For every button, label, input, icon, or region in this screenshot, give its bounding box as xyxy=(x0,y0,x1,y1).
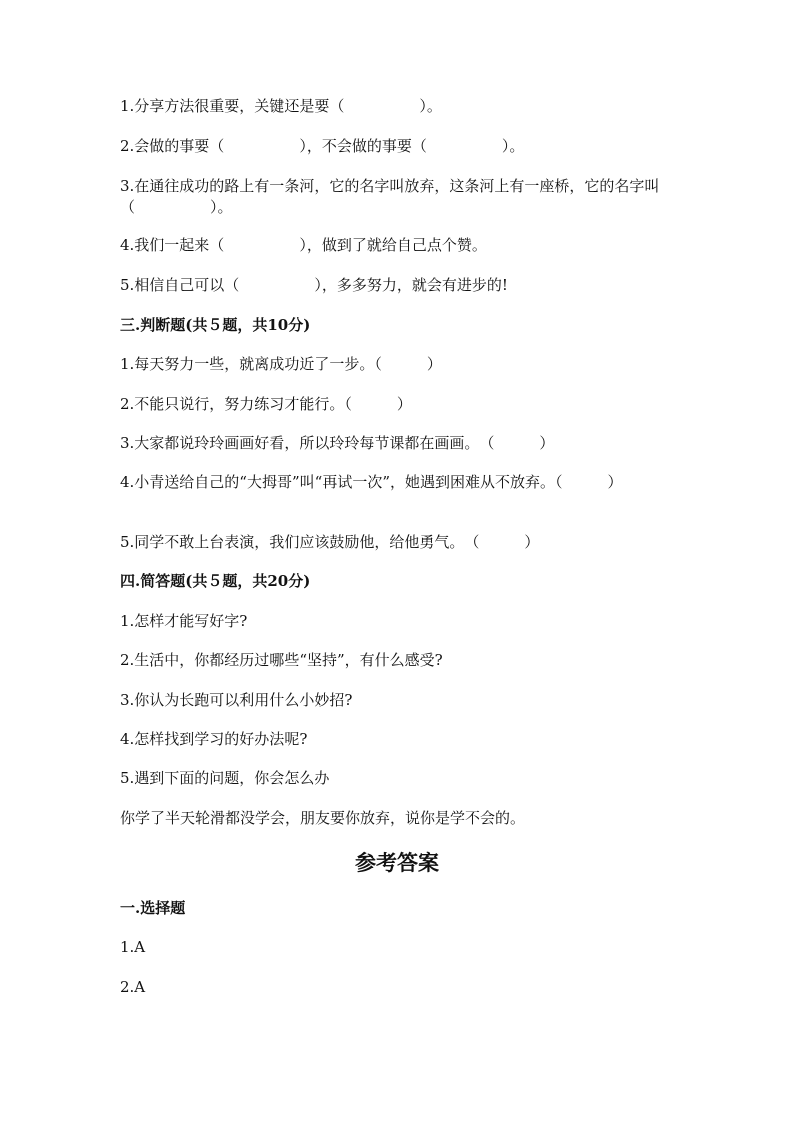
fill-blank-question-5: 5.相信自己可以（ ），多多努力，就会有进步的! xyxy=(120,276,508,294)
judge-question-5: 5.同学不敢上台表演，我们应该鼓励他，给他勇气。 （ ） xyxy=(120,533,540,551)
answer-key-title: 参考答案 xyxy=(355,850,439,875)
judge-question-2: 2.不能只说行，努力练习才能行。（ ） xyxy=(120,395,412,413)
fill-blank-question-2: 2.会做的事要（ ），不会做的事要（ ）。 xyxy=(120,137,525,155)
answer-item-2: 2.A xyxy=(120,978,146,996)
judge-section-heading: 三.判断题(共５题，共10分) xyxy=(120,316,311,334)
fill-blank-question-3: 3.在通往成功的路上有一条河，它的名字叫放弃，这条河上有一座桥，它的名字叫（ ）。 xyxy=(120,177,660,216)
short-answer-question-1: 1.怎样才能写好字? xyxy=(120,612,248,630)
short-answer-question-5: 5.遇到下面的问题，你会怎么办 xyxy=(120,769,330,787)
answer-section-heading: 一.选择题 xyxy=(120,899,186,917)
fill-blank-question-1: 1.分享方法很重要，关键还是要（ ）。 xyxy=(120,97,442,115)
short-answer-question-4: 4.怎样找到学习的好办法呢? xyxy=(120,730,308,748)
short-answer-question-3: 3.你认为长跑可以利用什么小妙招? xyxy=(120,691,353,709)
short-answer-section-heading: 四.简答题(共５题，共20分) xyxy=(120,572,311,590)
judge-question-3: 3.大家都说玲玲画画好看，所以玲玲每节课都在画画。 （ ） xyxy=(120,434,555,452)
short-answer-question-2: 2.生活中，你都经历过哪些“坚持”，有什么感受? xyxy=(120,651,443,669)
answer-item-1: 1.A xyxy=(120,938,146,956)
fill-blank-question-4: 4.我们一起来（ ），做到了就给自己点个赞。 xyxy=(120,236,487,254)
judge-question-1: 1.每天努力一些，就离成功近了一步。（ ） xyxy=(120,355,442,373)
judge-question-4: 4.小青送给自己的“大拇哥”叫“再试一次”，她遇到困难从不放弃。（ ） xyxy=(120,473,623,491)
short-answer-scenario: 你学了半天轮滑都没学会，朋友要你放弃，说你是学不会的。 xyxy=(120,809,526,827)
